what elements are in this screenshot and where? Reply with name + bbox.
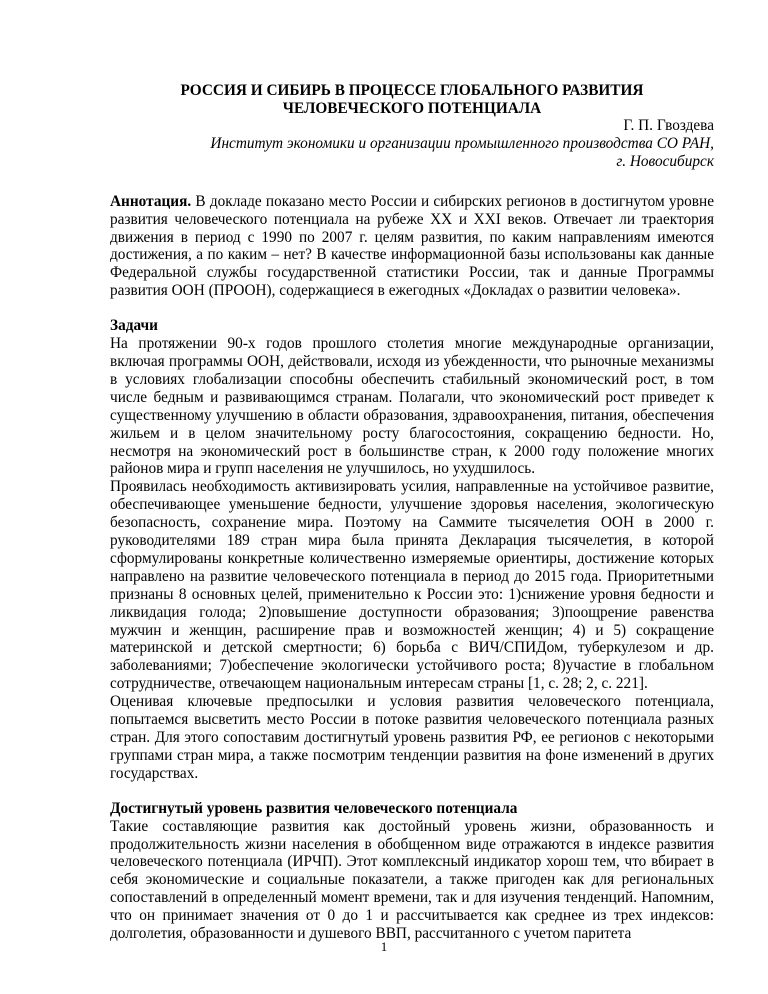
document-page	[110, 82, 714, 943]
title-line-2: ЧЕЛОВЕЧЕСКОГО ПОТЕНЦИАЛА	[282, 99, 542, 117]
page-number: 1	[380, 939, 388, 954]
author-city: г. Новосибирск	[616, 152, 714, 170]
paragraph: Проявилась необходимость активизировать усилия, направленные на устойчивое развитие, обеспечивающее уменьшение бедности, улучшение здоровья населения, экологическую безопасность, сохранение мира. Поэтому на Саммите тысячелетия ООН в 2000 г. руководителями 189 стран мира была принята Декларация тысячелетия, в которой сформулированы конкретные количественно измеряемые ориентиры, достижение которых направлено на развитие человеческого потенциала в период до 2015 года. Приоритетными признаны 8 основных целей, применительно к России это: 1)снижение уровня бедности и ликвидация голода; 2)повышение доступности образования; 3)поощрение равенства мужчин и женщин, расширение прав и возможностей женщин; 4) и 5) сокращение материнской и детской смертности; 6) борьба с ВИЧ/СПИДом, туберкулезом и др. заболеваниями; 7)обеспечение экологически устойчивого роста; 8)участие в глобальном сотрудничестве, отвечающем национальным интересам страны [1, с. 28; 2, с. 221].	[110, 478, 714, 693]
paragraph: Оценивая ключевые предпосылки и условия развития человеческого потенциала, попытаемся высветить место России в потоке развития человеческого потенциала разных стран. Для этого сопоставим достигнутый уровень развития РФ, ее регионов с некоторыми группами стран мира, а также посмотрим тенденции развития на фоне изменений в других государствах.	[110, 693, 714, 782]
abstract-label: Аннотация.	[110, 192, 192, 210]
abstract	[110, 193, 714, 300]
author-affiliation: Институт экономики и организации промышленного производства СО РАН,	[210, 134, 714, 152]
paper-title	[110, 82, 714, 117]
paragraph: Такие составляющие развития как достойный уровень жизни, образованность и продолжительность жизни населения в обобщенном виде отражаются в индексе развития человеческого потенциала (ИРЧП). Этот комплексный индикатор хорош тем, что вбирает в себя экономические и социальные показатели, а также пригоден как для региональных сопоставлений в определенный момент времени, так и для изучения тенденций. Напомним, что он принимает значения от 0 до 1 и рассчитывается как среднее из трех индексов: долголетия, образованности и душевого ВВП, рассчитанного с учетом паритета	[110, 817, 714, 943]
paragraph: На протяжении 90-х годов прошлого столетия многие международные организации, включая программы ООН, действовали, исходя из убежденности, что рыночные механизмы в условиях глобализации способны обеспечить стабильный экономический рост, в том числе бедным и развивающимся странам. Полагали, что экономический рост приведет к существенному улучшению в области образования, здравоохранения, питания, обеспечения жильем и в целом значительному росту благосостояния, сокращению бедности. Но, несмотря на экономический рост в большинстве стран, к 2000 году положение многих районов мира и групп населения не улучшилось, но ухудшилось.	[110, 335, 714, 478]
title-line-1: РОССИЯ И СИБИРЬ В ПРОЦЕССЕ ГЛОБАЛЬНОГО РАЗВИТИЯ	[180, 82, 644, 99]
abstract-text: В докладе показано место России и сибирских регионов в достигнутом уровне развития человеческого потенциала на рубеже XX и XXI веков. Отвечает ли траектория движения в период с 1990 по 2007 г. целям развития, по каким направлениям имеются достижения, а по каким – нет? В качестве информационной базы использованы как данные Федеральной службы государственной статистики России, так и данные Программы развития ООН (ПРООН), содержащиеся в ежегодных «Докладах о развитии человека».	[110, 192, 714, 300]
section-heading-level: Достигнутый уровень развития человеческого потенциала	[110, 799, 518, 817]
author-name: Г. П. Гвоздева	[623, 117, 714, 134]
section-heading-tasks: Задачи	[110, 317, 158, 335]
